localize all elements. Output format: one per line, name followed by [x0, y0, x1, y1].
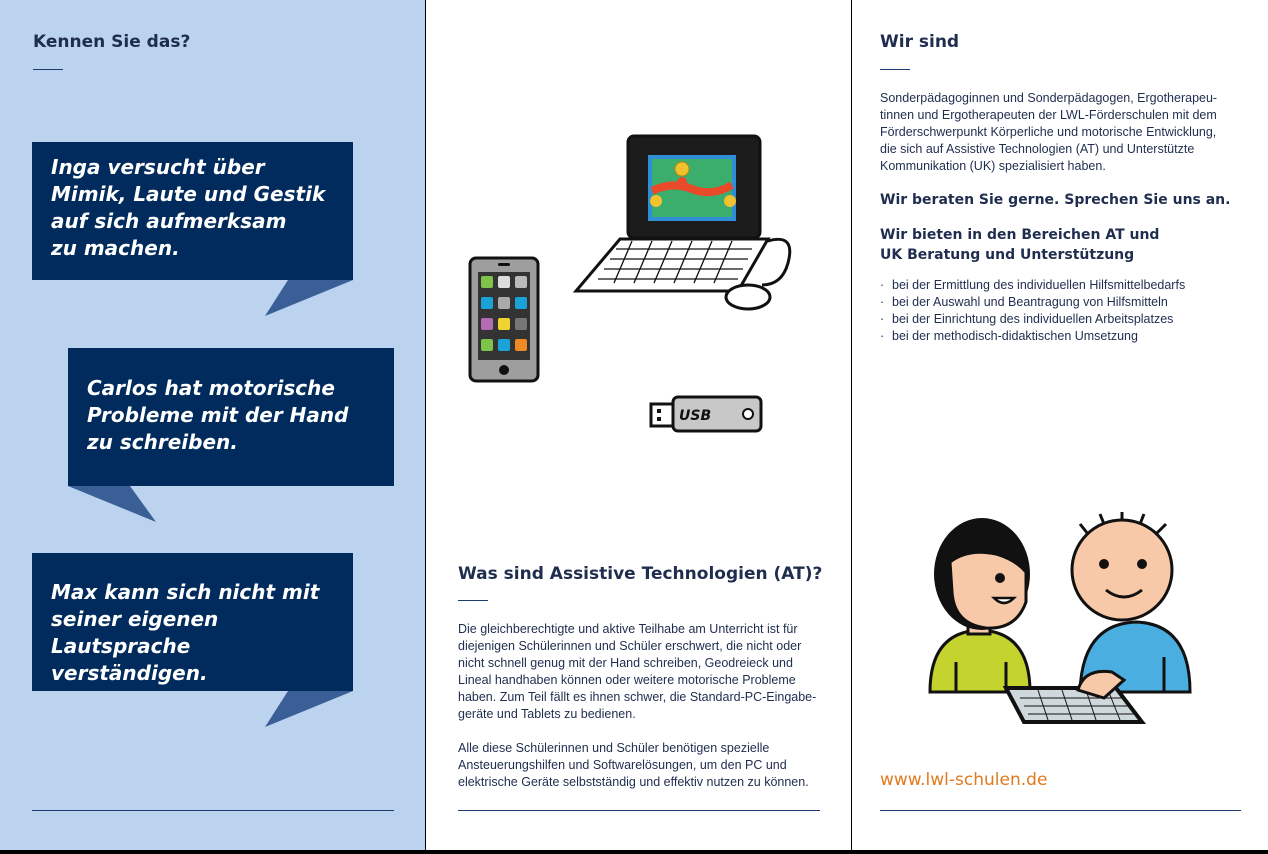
website-link[interactable]: www.lwl-schulen.de [880, 770, 1048, 790]
right-panel [852, 0, 1268, 850]
left-panel [0, 0, 425, 850]
intro-text: Sonderpädagoginnen und Sonderpädagogen, Ergotherapeu-tinnen und Ergotherapeuten der LWL-Förderschulen mit dem Förderschwerpunkt Körperliche und motorische Entwicklung, die sich auf Assistive Technologien (AT) und Unterstützte Kommunikation (UK) spezialisiert haben. [880, 91, 1218, 173]
left-heading: Kennen Sie das? [33, 32, 191, 52]
at-paragraph-1: Die gleichberechtigte und aktive Teilhabe am Unterricht ist für diejenigen Schülerinnen und Schüler erschwert, die nicht oder nicht schnell genug mit der Hand schreiben, Geodreieck und Lineal handhaben können oder weitere motorische Probleme haben. Zum Teil fällt es ihnen schwer, die Standard-PC-Eingabe-geräte und Tablets zu bedienen. [458, 622, 817, 721]
heading-rule [880, 69, 910, 70]
usb-stick-icon [649, 394, 765, 436]
heading-rule [458, 600, 488, 601]
bubble-text: Inga versucht über Mimik, Laute und Gestik auf sich aufmerksam zu machen. [51, 155, 326, 260]
footer-rule [880, 810, 1241, 811]
heading-rule [33, 69, 63, 70]
advice-text: Wir beraten Sie gerne. Sprechen Sie uns an. [880, 192, 1231, 208]
usb-label: USB [679, 408, 712, 424]
bubble-text: Max kann sich nicht mit seiner eigenen Lautsprache verständigen. [51, 580, 320, 685]
speech-bubble-max [32, 553, 353, 691]
speech-bubble-carlos [68, 348, 394, 486]
children-tablet-illustration [928, 512, 1192, 730]
bubble-tail [68, 485, 160, 525]
list-item: · bei der Einrichtung des individuellen Arbeitsplatzes [880, 311, 1250, 328]
bubble-text: Carlos hat motorische Probleme mit der Hand zu schreiben. [87, 376, 349, 454]
smartphone-icon [468, 256, 540, 384]
footer-rule [32, 810, 394, 811]
list-item: · bei der methodisch-didaktischen Umsetzung [880, 328, 1250, 345]
speech-bubble-inga [32, 142, 353, 280]
offer-heading: Wir bieten in den Bereichen AT und UK Beratung und Unterstützung [880, 227, 1160, 263]
at-heading: Was sind Assistive Technologien (AT)? [458, 564, 823, 584]
footer-rule [458, 810, 820, 811]
laptop-icon [572, 133, 796, 315]
middle-panel [426, 0, 851, 850]
list-item: · bei der Ermittlung des individuellen Hilfsmittelbedarfs [880, 277, 1250, 294]
right-heading: Wir sind [880, 32, 960, 52]
list-item: · bei der Auswahl und Beantragung von Hilfsmitteln [880, 294, 1250, 311]
at-paragraph-2: Alle diese Schülerinnen und Schüler benötigen spezielle Ansteuerungshilfen und Softwarelösungen, um den PC und elektrische Geräte selbstständig und effektiv nutzen zu können. [458, 741, 809, 789]
bubble-tail [265, 690, 355, 730]
bubble-tail [265, 279, 355, 319]
offer-list [880, 277, 1250, 345]
